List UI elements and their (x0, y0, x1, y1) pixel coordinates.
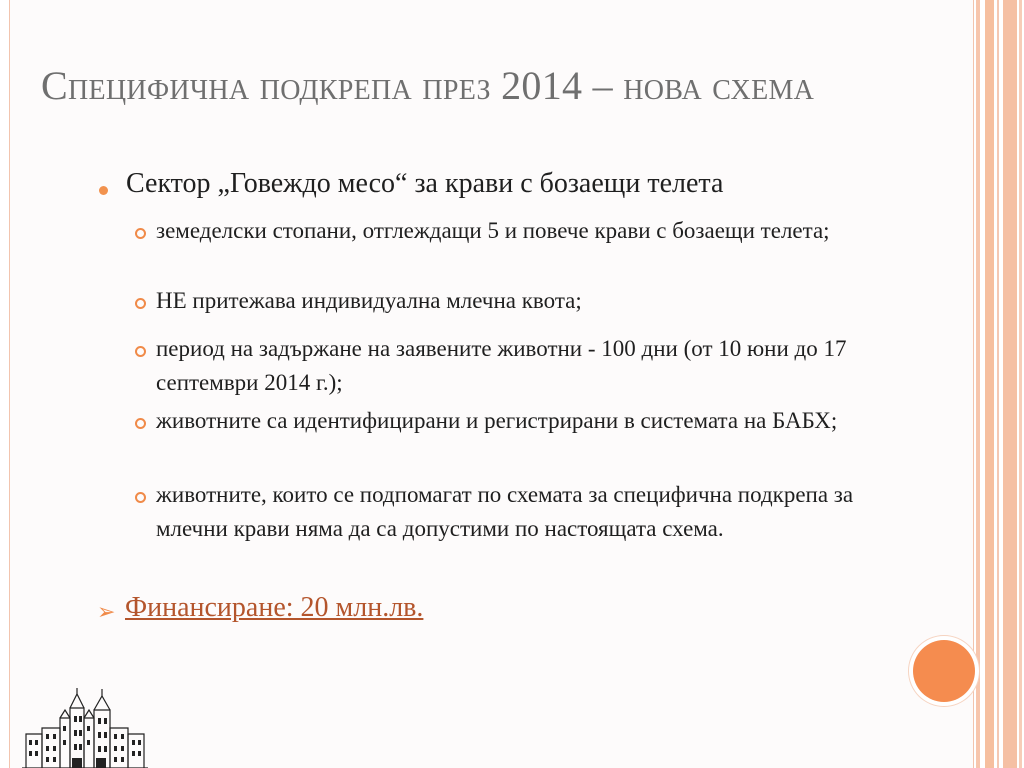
chevron-right-icon: ➢ (97, 600, 116, 625)
sub-bullet-text: НЕ притежава индивидуална млечна квота; (156, 288, 582, 313)
sub-bullet-text: земеделски стопани, отглеждащи 5 и повече крави с бозаещи телета; (156, 218, 830, 243)
ring-bullet-icon (135, 492, 146, 503)
ring-bullet-icon (135, 228, 146, 239)
sub-bullet-text: период на задържане на заявените животни - 100 дни (от 10 юни до 17 септември 2014 г.); (156, 336, 847, 395)
ring-bullet-icon (135, 346, 146, 357)
funding-link[interactable]: Финансиране: 20 млн.лв. (125, 592, 424, 623)
main-bullet-text: Сектор „Говеждо месо“ за крави с бозаещи телета (126, 168, 724, 199)
slide-title: Специфична подкрепа през 2014 – нова схема (41, 63, 815, 108)
filled-circle-bullet-icon (99, 186, 108, 195)
sub-bullet-text: животните са идентифицирани и регистрирани в системата на БАБХ; (156, 408, 838, 433)
building-logo-icon (20, 688, 150, 768)
sub-bullet-text: животните, които се подпомагат по схемата за специфична подкрепа за млечни крави няма да са допустими по настоящата схема. (156, 482, 854, 541)
ring-bullet-icon (135, 298, 146, 309)
orange-circle-decoration (913, 640, 975, 702)
ring-bullet-icon (135, 418, 146, 429)
